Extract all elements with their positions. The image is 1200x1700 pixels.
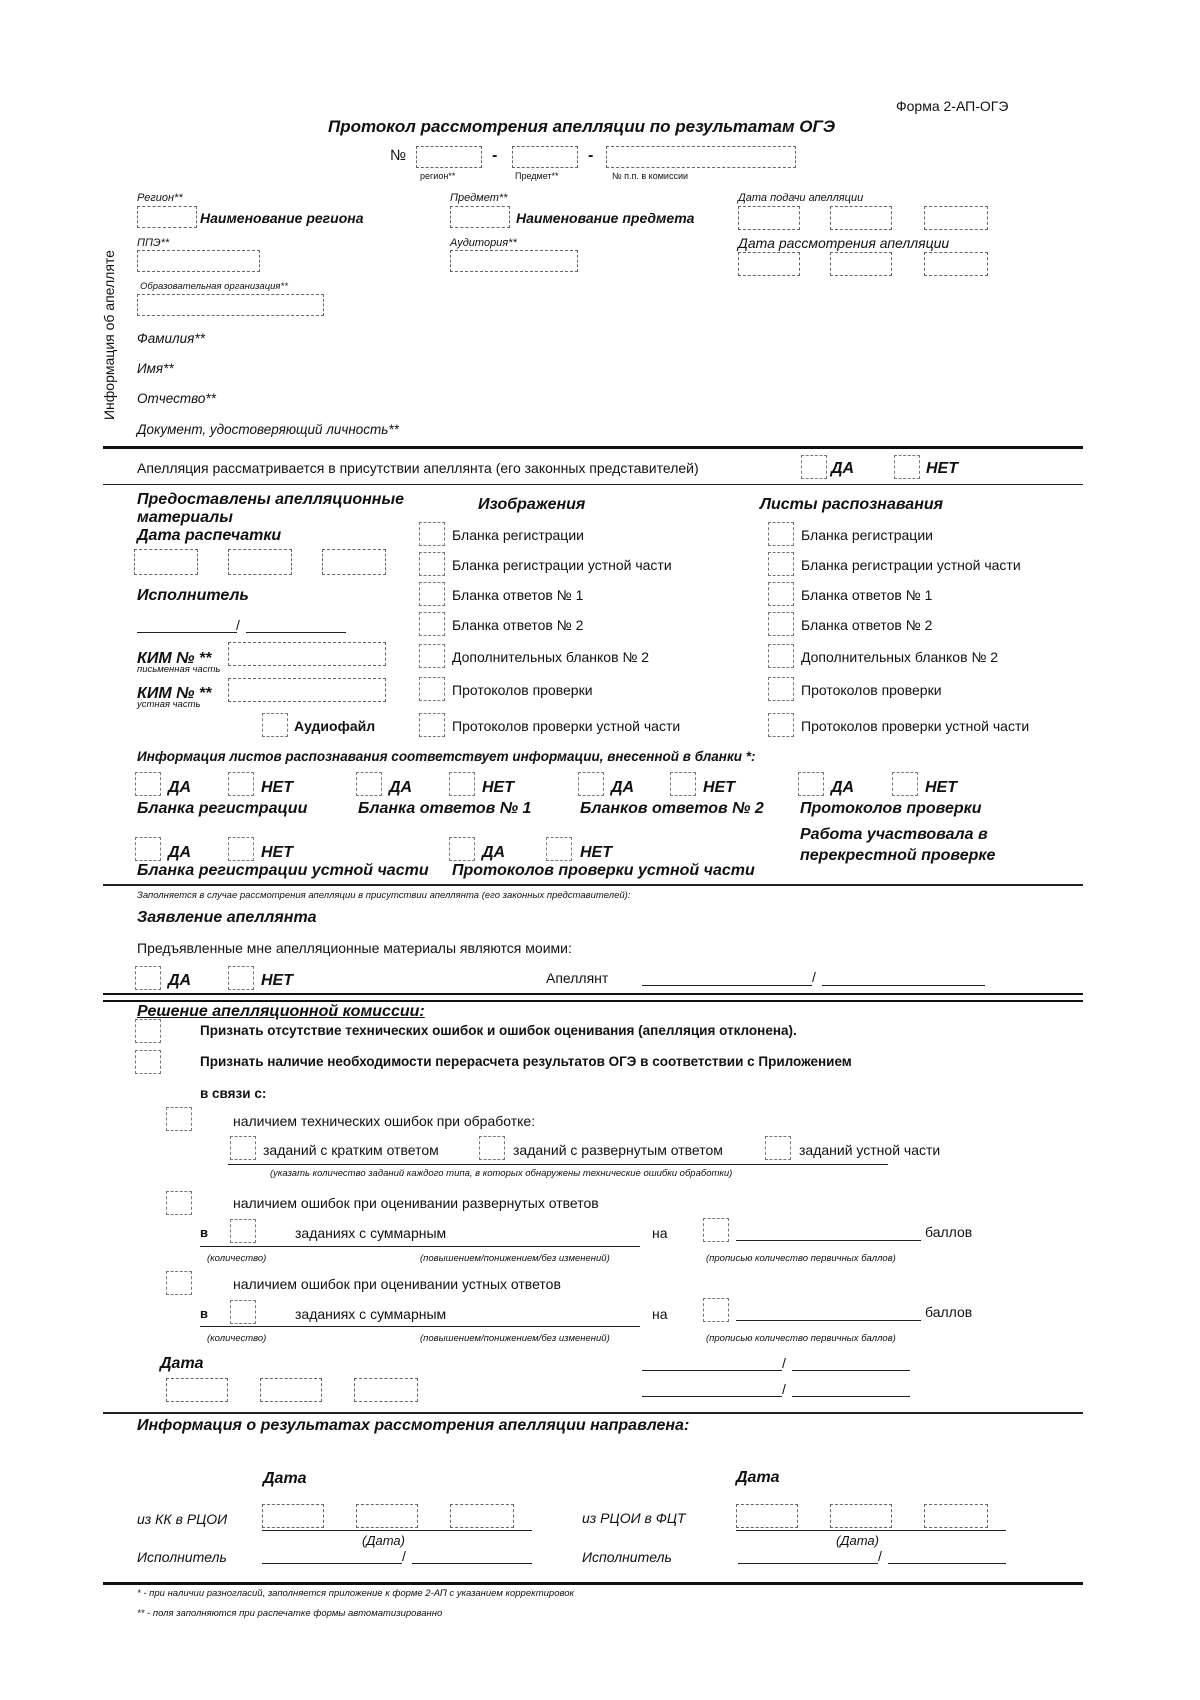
extended-tasks-field[interactable]	[479, 1136, 505, 1160]
oral-qty-field[interactable]	[230, 1300, 256, 1324]
presence-text: Апелляция рассматривается в присутствии апеллянта (его законных представителей)	[137, 460, 699, 476]
eval-points-words-line[interactable]	[736, 1240, 921, 1241]
kk-date-paren: (Дата)	[362, 1533, 405, 1548]
eval-tasks-total: заданиях с суммарным	[295, 1225, 447, 1241]
sheet-item-label: Бланка ответов № 1	[801, 587, 933, 603]
surname-label: Фамилия**	[137, 331, 205, 346]
kim-oral-label: КИМ № **	[137, 685, 212, 702]
result-date-label-left: Дата	[263, 1470, 307, 1487]
eval-on-label: на	[652, 1225, 668, 1241]
oral-points-box[interactable]	[703, 1298, 729, 1322]
img-item-checkbox[interactable]	[419, 612, 445, 636]
statement-heading: Заявление апеллянта	[137, 909, 317, 926]
img-item-label: Дополнительных бланков № 2	[452, 649, 650, 665]
auditorium-field[interactable]	[450, 250, 578, 272]
print-date-label: Дата распечатки	[137, 527, 282, 544]
rcoi-date-paren: (Дата)	[836, 1533, 879, 1548]
audio-file-checkbox[interactable]	[262, 713, 288, 737]
ppe-field[interactable]	[137, 250, 260, 272]
sheet-item-checkbox[interactable]	[768, 713, 794, 737]
subject-label: Предмет**	[515, 171, 559, 181]
divider	[103, 1582, 1083, 1585]
sheet-item-label: Бланка ответов № 2	[801, 617, 933, 633]
subject-code-field[interactable]	[512, 146, 578, 168]
corr-yes-checkbox[interactable]	[449, 837, 475, 861]
kim-written-label: КИМ № **	[137, 650, 212, 667]
sign-line-2b[interactable]	[792, 1396, 910, 1397]
tech-errors-note: (указать количество заданий каждого типа, в которых обнаружены технические ошибки обработки)	[270, 1168, 733, 1179]
footnote-1: * - при наличии разногласий, заполняется приложение к форме 2-АП с указанием корректировок	[137, 1588, 574, 1599]
corr-yes-checkbox[interactable]	[798, 772, 824, 796]
divider	[103, 884, 1083, 886]
result-info-heading: Информация о результатах рассмотрения апелляции направлена:	[137, 1417, 690, 1434]
rcoi-executor-line-2[interactable]	[888, 1563, 1006, 1564]
presence-no-checkbox[interactable]	[894, 455, 920, 479]
img-item-label: Протоколов проверки	[452, 682, 593, 698]
executor-label: Исполнитель	[137, 587, 249, 604]
corr-no-label: НЕТ	[925, 779, 957, 796]
corr-group-label: Бланка ответов № 1	[358, 800, 532, 817]
presence-yes-label: ДА	[831, 460, 855, 477]
eval-errors-text: наличием ошибок при оценивании развернутых ответов	[233, 1195, 599, 1211]
statement-no-checkbox[interactable]	[228, 966, 254, 990]
kim-oral-field[interactable]	[228, 678, 386, 702]
due-to-text: в связи с:	[200, 1086, 267, 1101]
filing-day-field[interactable]	[738, 206, 800, 230]
corr-yes-label: ДА	[831, 779, 855, 796]
eval-in-label: в	[200, 1225, 208, 1240]
img-item-checkbox[interactable]	[419, 522, 445, 546]
oral-note-words: (прописью количество первичных баллов)	[706, 1333, 896, 1344]
corr-no-checkbox[interactable]	[228, 837, 254, 861]
img-item-label: Протоколов проверки устной части	[452, 718, 681, 734]
oral-points-label: баллов	[925, 1304, 973, 1320]
presence-no-label: НЕТ	[926, 460, 958, 477]
sheet-item-label: Протоколов проверки устной части	[801, 718, 1030, 734]
kk-executor-slash: /	[402, 1548, 406, 1564]
dash-2: -	[588, 147, 594, 164]
eval-points-box[interactable]	[703, 1218, 729, 1242]
sheet-item-label: Дополнительных бланков № 2	[801, 649, 999, 665]
executor-line-1[interactable]	[137, 632, 237, 633]
auditorium-small-label: Аудитория**	[450, 237, 517, 249]
corr-no-checkbox[interactable]	[449, 772, 475, 796]
img-item-label: Бланка регистрации устной части	[452, 557, 672, 573]
sheet-item-label: Протоколов проверки	[801, 682, 942, 698]
extended-tasks-label: заданий с развернутым ответом	[513, 1142, 723, 1158]
corr-yes-checkbox[interactable]	[135, 837, 161, 861]
applicant-info-side-label: Информация об апелляте	[101, 250, 117, 420]
executor-slash: /	[236, 617, 240, 633]
oral-note-qty: (количество)	[207, 1333, 267, 1344]
decision-heading: Решение апелляционной комиссии:	[137, 1003, 425, 1020]
region-small-label: Регион**	[137, 192, 183, 204]
corr-yes-label: ДА	[611, 779, 635, 796]
executor-line-2[interactable]	[246, 632, 346, 633]
oral-tasks-total: заданиях с суммарным	[295, 1306, 447, 1322]
org-small-label: Образовательная организация**	[140, 281, 288, 292]
id-document-label: Документ, удостоверяющий личность**	[137, 422, 399, 437]
subject-small-label: Предмет**	[450, 192, 508, 204]
corr-no-label: НЕТ	[703, 779, 735, 796]
presence-yes-checkbox[interactable]	[801, 455, 827, 479]
commission-seq-field[interactable]	[606, 146, 796, 168]
corr-yes-checkbox[interactable]	[356, 772, 382, 796]
img-item-label: Бланка ответов № 1	[452, 587, 584, 603]
kk-date-line	[262, 1530, 532, 1531]
materials-heading: Предоставлены апелляционные материалы	[137, 491, 405, 527]
statement-no-label: НЕТ	[261, 972, 293, 989]
decision-year-field[interactable]	[354, 1378, 418, 1402]
corr-yes-label: ДА	[168, 844, 192, 861]
region-name: Наименование региона	[200, 210, 364, 226]
cross-check-label: Работа участвовала в перекрестной проверке	[800, 826, 996, 864]
corr-no-checkbox[interactable]	[892, 772, 918, 796]
divider	[103, 446, 1083, 449]
subject-code-box[interactable]	[450, 206, 510, 228]
patronymic-label: Отчество**	[137, 391, 216, 406]
sheet-item-checkbox[interactable]	[768, 612, 794, 636]
org-field[interactable]	[137, 294, 324, 316]
result-date-label-right: Дата	[736, 1469, 780, 1486]
tech-errors-text: наличием технических ошибок при обработке:	[233, 1113, 536, 1129]
decision-day-field[interactable]	[166, 1378, 228, 1402]
corr-yes-label: ДА	[482, 844, 506, 861]
eval-note-qty: (количество)	[207, 1253, 267, 1264]
sheet-item-label: Бланка регистрации устной части	[801, 557, 1021, 573]
oral-tasks-label: заданий устной части	[799, 1142, 941, 1158]
sheets-heading: Листы распознавания	[760, 496, 944, 513]
recalc-checkbox[interactable]	[135, 1050, 161, 1074]
rcoi-executor-line-1[interactable]	[738, 1563, 878, 1564]
reject-checkbox[interactable]	[135, 1019, 161, 1043]
divider-double	[103, 993, 1083, 1002]
oral-points-words-line[interactable]	[736, 1320, 921, 1321]
short-tasks-label: заданий с кратким ответом	[263, 1142, 439, 1158]
img-item-checkbox[interactable]	[419, 552, 445, 576]
corr-no-checkbox[interactable]	[228, 772, 254, 796]
oral-change-line[interactable]	[200, 1326, 640, 1327]
sign-line-2a[interactable]	[642, 1396, 782, 1397]
correspondence-heading: Информация листов распознавания соответствует информации, внесенной в бланки *:	[137, 749, 756, 764]
images-heading: Изображения	[478, 496, 586, 513]
rcoi-executor-slash: /	[878, 1548, 882, 1564]
sheet-item-label: Бланка регистрации	[801, 527, 933, 543]
corr-group-label: Протоколов проверки устной части	[452, 862, 755, 879]
eval-note-change: (повышением/понижением/без изменений)	[420, 1253, 610, 1264]
sign-line-1b[interactable]	[792, 1370, 910, 1371]
corr-yes-checkbox[interactable]	[578, 772, 604, 796]
applicant-name-line[interactable]	[822, 985, 985, 986]
corr-group-label: Бланков ответов № 2	[580, 800, 764, 817]
kk-executor-line-2[interactable]	[412, 1563, 532, 1564]
eval-qty-field[interactable]	[230, 1219, 256, 1243]
corr-yes-checkbox[interactable]	[135, 772, 161, 796]
rcoi-day-field[interactable]	[736, 1504, 798, 1528]
print-month-field[interactable]	[228, 549, 292, 575]
filing-month-field[interactable]	[830, 206, 892, 230]
sheet-item-checkbox[interactable]	[768, 677, 794, 701]
ppe-small-label: ППЭ**	[137, 237, 170, 249]
corr-group-label: Бланка регистрации	[137, 800, 308, 817]
statement-yes-label: ДА	[168, 972, 192, 989]
filing-year-field[interactable]	[924, 206, 988, 230]
img-item-checkbox[interactable]	[419, 713, 445, 737]
kim-written-field[interactable]	[228, 642, 386, 666]
corr-no-label: НЕТ	[482, 779, 514, 796]
page-title: Протокол рассмотрения апелляции по результатам ОГЭ	[328, 117, 836, 136]
corr-no-label: НЕТ	[261, 779, 293, 796]
oral-on-label: на	[652, 1306, 668, 1322]
oral-in-label: в	[200, 1306, 208, 1321]
recalc-text: Признать наличие необходимости перерасчета результатов ОГЭ в соответствии с Приложением	[200, 1054, 852, 1069]
audio-file-label: Аудиофайл	[294, 718, 376, 734]
img-item-checkbox[interactable]	[419, 582, 445, 606]
rcoi-to-fct-label: из РЦОИ в ФЦТ	[582, 1510, 686, 1526]
applicant-sign-label: Апеллянт	[546, 970, 609, 986]
img-item-label: Бланка ответов № 2	[452, 617, 584, 633]
oral-errors-text: наличием ошибок при оценивании устных ответов	[233, 1276, 561, 1292]
sheet-item-checkbox[interactable]	[768, 552, 794, 576]
decision-month-field[interactable]	[260, 1378, 322, 1402]
decision-date-label: Дата	[160, 1355, 204, 1372]
sign-slash-2: /	[782, 1381, 786, 1397]
sheet-item-checkbox[interactable]	[768, 644, 794, 668]
dash-1: -	[492, 147, 498, 164]
region-code-field[interactable]	[416, 146, 482, 168]
corr-no-checkbox[interactable]	[546, 837, 572, 861]
sheet-item-checkbox[interactable]	[768, 522, 794, 546]
corr-no-label: НЕТ	[580, 844, 612, 861]
print-day-field[interactable]	[134, 549, 198, 575]
kk-to-rcoi-label: из КК в РЦОИ	[137, 1511, 228, 1527]
sign-slash-1: /	[782, 1355, 786, 1371]
kk-day-field[interactable]	[262, 1504, 324, 1528]
statement-text: Предъявленные мне апелляционные материалы являются моими:	[137, 940, 572, 956]
corr-group-label: Бланка регистрации устной части	[137, 862, 429, 879]
rcoi-executor-label: Исполнитель	[582, 1549, 672, 1565]
statement-yes-checkbox[interactable]	[135, 966, 161, 990]
sign-line-1a[interactable]	[642, 1370, 782, 1371]
kk-executor-label: Исполнитель	[137, 1549, 227, 1565]
review-day-field[interactable]	[738, 252, 800, 276]
divider	[103, 1412, 1083, 1414]
number-sign: №	[390, 147, 407, 164]
eval-note-words: (прописью количество первичных баллов)	[706, 1253, 896, 1264]
img-item-checkbox[interactable]	[419, 644, 445, 668]
name-label: Имя**	[137, 361, 174, 376]
sheet-item-checkbox[interactable]	[768, 582, 794, 606]
eval-errors-checkbox[interactable]	[166, 1191, 192, 1215]
kk-executor-line-1[interactable]	[262, 1563, 402, 1564]
rcoi-month-field[interactable]	[830, 1504, 892, 1528]
corr-yes-label: ДА	[168, 779, 192, 796]
kk-month-field[interactable]	[356, 1504, 418, 1528]
img-item-label: Бланка регистрации	[452, 527, 584, 543]
oral-errors-checkbox[interactable]	[166, 1271, 192, 1295]
corr-group-label: Протоколов проверки	[800, 800, 982, 817]
statement-note: Заполняется в случае рассмотрения апелляции в присутствии апеллянта (его законных представителей):	[137, 890, 631, 901]
applicant-sign-line[interactable]	[642, 985, 812, 986]
img-item-checkbox[interactable]	[419, 677, 445, 701]
seq-label: № п.п. в комиссии	[612, 171, 688, 181]
print-year-field[interactable]	[322, 549, 386, 575]
reject-text: Признать отсутствие технических ошибок и ошибок оценивания (апелляция отклонена).	[200, 1023, 797, 1038]
eval-points-label: баллов	[925, 1224, 973, 1240]
region-label: регион**	[420, 171, 456, 181]
filing-date-label: Дата подачи апелляции	[738, 192, 864, 204]
divider	[103, 484, 1083, 485]
oral-tasks-field[interactable]	[765, 1136, 791, 1160]
review-date-label: Дата рассмотрения апелляции	[738, 235, 950, 251]
review-month-field[interactable]	[830, 252, 892, 276]
tech-errors-checkbox[interactable]	[166, 1107, 192, 1131]
short-tasks-field[interactable]	[230, 1136, 256, 1160]
applicant-slash: /	[812, 969, 816, 985]
corr-yes-label: ДА	[389, 779, 413, 796]
eval-change-line[interactable]	[200, 1246, 640, 1247]
corr-no-checkbox[interactable]	[670, 772, 696, 796]
kim-written-sub: письменная часть	[137, 664, 221, 675]
subject-name: Наименование предмета	[516, 210, 695, 226]
form-code: Форма 2-АП-ОГЭ	[896, 98, 1009, 114]
footnote-2: ** - поля заполняются при распечатке формы автоматизированно	[137, 1608, 443, 1619]
region-code-box[interactable]	[137, 206, 197, 228]
kim-oral-sub: устная часть	[137, 699, 201, 710]
corr-no-label: НЕТ	[261, 844, 293, 861]
tech-errors-line	[228, 1164, 888, 1165]
rcoi-year-field[interactable]	[924, 1504, 988, 1528]
rcoi-date-line	[736, 1530, 1006, 1531]
kk-year-field[interactable]	[450, 1504, 514, 1528]
oral-note-change: (повышением/понижением/без изменений)	[420, 1333, 610, 1344]
review-year-field[interactable]	[924, 252, 988, 276]
